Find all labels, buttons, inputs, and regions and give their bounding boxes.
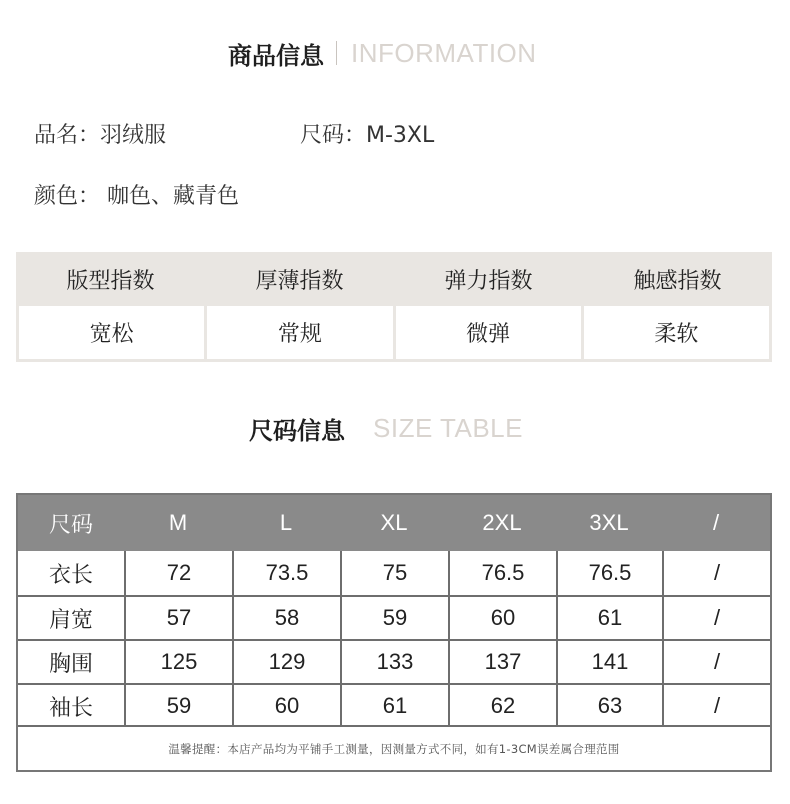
size-header-extra: / xyxy=(712,510,720,535)
heading-divider xyxy=(336,41,337,65)
table-cell: 57 xyxy=(124,597,232,639)
size-heading xyxy=(249,411,523,445)
row-label: 袖长 xyxy=(48,695,93,721)
table-cell: 72 xyxy=(124,551,232,595)
table-cell: / xyxy=(662,551,770,595)
table-cell: 63 xyxy=(556,685,662,727)
index-header-fit: 版型指数 xyxy=(66,268,155,294)
table-cell: 61 xyxy=(340,685,448,727)
index-table-header xyxy=(16,252,772,306)
size-table xyxy=(16,493,772,772)
info-heading xyxy=(228,36,537,70)
table-cell: 133 xyxy=(340,641,448,683)
index-value-fit: 宽松 xyxy=(19,306,204,359)
table-cell: / xyxy=(662,597,770,639)
row-label: 肩宽 xyxy=(48,607,93,633)
size-table-body xyxy=(18,551,770,727)
size-title-en: SIZE TABLE xyxy=(373,412,523,443)
size-table-header xyxy=(18,495,770,551)
table-cell: 141 xyxy=(556,641,662,683)
table-cell: 60 xyxy=(448,597,556,639)
table-row xyxy=(18,551,770,595)
size-header-l: L xyxy=(279,510,293,535)
row-label: 胸围 xyxy=(48,651,93,677)
table-cell: 76.5 xyxy=(556,551,662,595)
info-title-cn: 商品信息 xyxy=(228,41,324,70)
index-header-touch: 触感指数 xyxy=(633,268,722,294)
table-cell: 62 xyxy=(448,685,556,727)
table-cell: 129 xyxy=(232,641,340,683)
index-value-elasticity: 微弹 xyxy=(396,306,581,359)
table-cell: 76.5 xyxy=(448,551,556,595)
product-colors: 颜色： 咖色、藏青色 xyxy=(34,184,239,209)
index-value-thickness: 常规 xyxy=(207,306,392,359)
size-header-3xl: 3XL xyxy=(589,510,629,535)
index-table-values xyxy=(19,306,769,359)
table-cell: 59 xyxy=(124,685,232,727)
row-label: 衣长 xyxy=(48,562,93,588)
table-cell: 125 xyxy=(124,641,232,683)
index-header-thickness: 厚薄指数 xyxy=(255,268,344,294)
measurement-note: 温馨提醒：本店产品均为平铺手工测量，因测量方式不同，如有1-3CM误差属合理范围 xyxy=(18,725,770,770)
table-cell: 60 xyxy=(232,685,340,727)
table-cell: 59 xyxy=(340,597,448,639)
index-table xyxy=(16,252,772,362)
index-header-elasticity: 弹力指数 xyxy=(444,268,533,294)
product-name: 品名：羽绒服 xyxy=(34,123,167,148)
size-header-m: M xyxy=(168,510,188,535)
table-cell: 75 xyxy=(340,551,448,595)
table-cell: 73.5 xyxy=(232,551,340,595)
table-cell: 58 xyxy=(232,597,340,639)
table-cell: 137 xyxy=(448,641,556,683)
size-header-xl: XL xyxy=(380,510,408,535)
product-size-range: 尺码：M-3XL xyxy=(300,123,435,148)
info-title-en: INFORMATION xyxy=(351,37,537,68)
table-row xyxy=(18,595,770,639)
table-cell: 61 xyxy=(556,597,662,639)
size-header-label: 尺码 xyxy=(48,512,93,538)
table-cell: / xyxy=(662,685,770,727)
table-cell: / xyxy=(662,641,770,683)
size-title-cn: 尺码信息 xyxy=(249,416,345,445)
table-row xyxy=(18,683,770,727)
index-value-touch: 柔软 xyxy=(584,306,769,359)
size-header-2xl: 2XL xyxy=(482,510,522,535)
table-row xyxy=(18,639,770,683)
